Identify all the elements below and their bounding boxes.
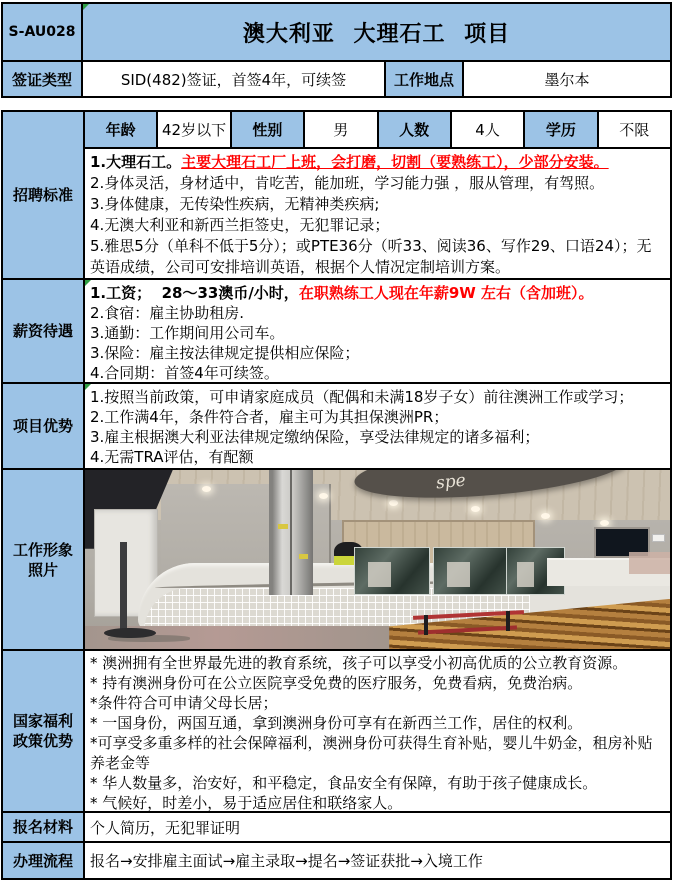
- welfare-line: * 气候好，时差小，易于适应居住和联络家人。: [90, 794, 403, 812]
- visa-type-value: SID(482)签证，首签4年，可续签: [83, 62, 386, 96]
- welfare-line: * 澳洲拥有全世界最先进的教育系统，孩子可以享受小初高优质的公立教育资源。: [90, 654, 628, 672]
- salary-line: 2.食宿：雇主协助租房.: [90, 304, 245, 322]
- photo-tripod-stand: [120, 542, 127, 635]
- photo-tape-mark: [278, 524, 288, 529]
- recruit-line: 2.身体灵活，身材适中，肯吃苦，能加班，学习能力强 ，服从管理，有驾照。: [90, 174, 605, 192]
- work-location-label: 工作地点: [386, 62, 464, 96]
- recruit-content: [85, 149, 670, 278]
- gender-value: 男: [305, 112, 378, 147]
- recruit-line: 3.身体健康，无传染性疾病，无精神类疾病;: [90, 195, 380, 213]
- work-location-value: 墨尔本: [464, 62, 670, 96]
- process-label: 办理流程: [3, 843, 85, 878]
- photo-glass-guard: [629, 552, 670, 573]
- salary-label: 薪资待遇: [3, 280, 85, 382]
- education-label: 学历: [525, 112, 598, 147]
- photo-tape-mark: [299, 554, 308, 559]
- recruit-line: 5.雅思5分（单科不低于5分）；或PTE36分（听33、阅读36、写作29、口语24）；无英语成绩，公司可安排培训英语，根据个人情况定制培训方案。: [90, 237, 652, 276]
- shop-sign-text: spe: [435, 470, 467, 494]
- materials-label: 报名材料: [3, 813, 85, 841]
- age-label: 年龄: [85, 112, 158, 147]
- header-table: [1, 2, 672, 98]
- ceiling-light: [471, 506, 480, 512]
- process-section: [3, 843, 670, 878]
- photo-label: 工作形象照片: [3, 470, 85, 649]
- work-photo: [85, 470, 670, 649]
- excel-error-triangle-icon: [83, 4, 89, 10]
- materials-section: [3, 813, 670, 843]
- education-value: 不限: [599, 112, 670, 147]
- header-row: [3, 4, 670, 62]
- photo-trolley-leg: [424, 615, 428, 635]
- process-value: 报名→安排雇主面试→雇主录取→提名→签证获批→入境工作: [90, 852, 483, 870]
- welfare-label: 国家福利政策优势: [3, 651, 85, 811]
- photo-display-case: [433, 547, 509, 595]
- advantages-label: 项目优势: [3, 384, 85, 468]
- welfare-line: * 华人数量多，治安好，和平稳定，食品安全有保障，有助于孩子健康成长。: [90, 774, 598, 792]
- gender-label: 性别: [232, 112, 305, 147]
- salary-line: 3.通勤：工作期间用公司车。: [90, 324, 285, 342]
- welfare-line: *可享受多重多样的社会保障福利，澳洲身份可获得生育补贴，婴儿牛奶金，租房补贴养老金等: [90, 734, 653, 772]
- welfare-content: [85, 651, 670, 811]
- recruit-label: 招聘标准: [3, 112, 85, 278]
- headcount-value: 4人: [452, 112, 525, 147]
- page-title-text: 澳大利亚 大理石工 项目: [242, 21, 511, 47]
- excel-error-triangle-icon: [85, 384, 91, 390]
- ceiling-light: [600, 520, 609, 526]
- advantage-line: 1.按照当前政策，可申请家庭成员（配偶和未满18岁子女）前往澳洲工作或学习；: [90, 388, 634, 406]
- recruit-line1-black: 1.大理石工。: [90, 153, 182, 171]
- project-code: S-AU028: [3, 4, 83, 60]
- main-table: [1, 110, 672, 880]
- salary-line: 3.保险：雇主按法律规定提供相应保险；: [90, 344, 360, 362]
- visa-type-label: 签证类型: [3, 62, 83, 96]
- photo-section: [3, 470, 670, 651]
- recruit-line: 4.无澳大利亚和新西兰拒签史，无犯罪记录；: [90, 216, 390, 234]
- photo-display-case: [354, 547, 430, 595]
- welfare-line: * 持有澳洲身份可在公立医院享受免费的医疗服务，免费看病，免费治病。: [90, 674, 583, 692]
- salary-line1-black: 1.工资； 28～33澳币/小时，: [90, 284, 299, 302]
- page-title: [83, 4, 670, 60]
- materials-value: 个人简历，无犯罪证明: [90, 818, 241, 837]
- recruit-section: [3, 112, 670, 280]
- photo-steel-column: [269, 470, 313, 595]
- photo-outlet: [652, 534, 665, 541]
- photo-trolley-leg: [506, 611, 510, 631]
- salary-line1-red: 在职熟练工人现在年薪9W 左右（含加班）。: [298, 284, 594, 302]
- welfare-line: *条件符合可申请父母长居；: [90, 694, 278, 712]
- salary-line: 4.合同期：首签4年可续签。: [90, 364, 279, 382]
- advantage-line: 3.雇主根据澳大利亚法律规定缴纳保险，享受法律规定的诸多福利；: [90, 428, 540, 446]
- visa-row: [3, 62, 670, 96]
- advantages-content: [85, 384, 670, 468]
- salary-section: [3, 280, 670, 384]
- headcount-label: 人数: [379, 112, 452, 147]
- age-value: 42岁以下: [158, 112, 231, 147]
- advantage-line: 4.无需TRA评估，有配额: [90, 448, 254, 466]
- salary-content: [85, 280, 670, 382]
- advantages-section: [3, 384, 670, 470]
- advantage-line: 2.工作满4年，条件符合者，雇主可为其担保澳洲PR；: [90, 408, 449, 426]
- recruit-line1-red: 主要大理石工厂上班，会打磨，切割（要熟练工），少部分安装。: [181, 153, 609, 171]
- welfare-section: [3, 651, 670, 813]
- demographics-row: [85, 112, 670, 149]
- excel-error-triangle-icon: [85, 280, 91, 286]
- welfare-line: * 一国身份，两国互通，拿到澳洲身份可享有在新西兰工作，居住的权利。: [90, 714, 583, 732]
